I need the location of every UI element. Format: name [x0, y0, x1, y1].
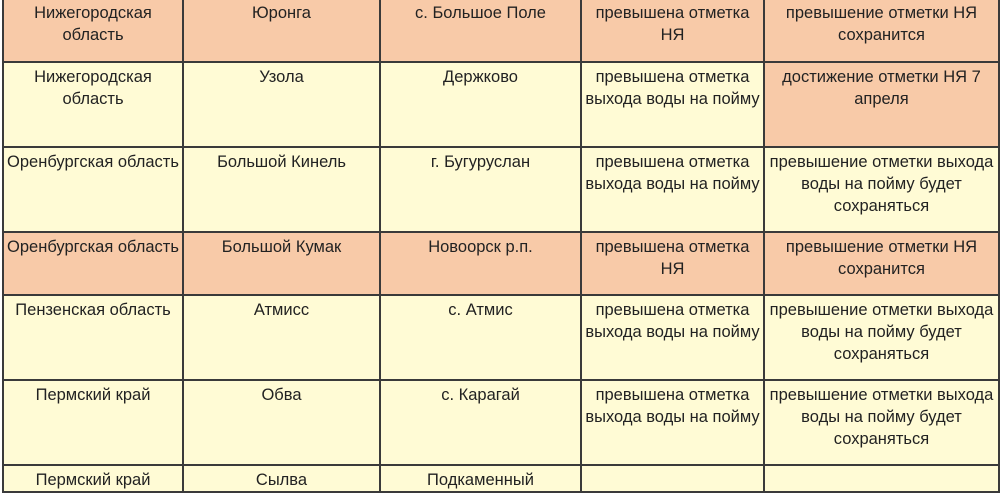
table-row: [3, 380, 999, 465]
current-status-cell: превышена отметка НЯ: [581, 0, 764, 62]
river-cell: Обва: [183, 380, 380, 465]
flood-status-table: [2, 0, 1000, 493]
table-row: [3, 147, 999, 232]
current-status-cell: [581, 465, 764, 492]
forecast-cell: [764, 465, 999, 492]
river-cell: Большой Кумак: [183, 232, 380, 295]
region-cell: Пермский край: [3, 465, 183, 492]
forecast-cell: превышение отметки НЯ сохранится: [764, 0, 999, 62]
river-cell: Сылва: [183, 465, 380, 492]
river-cell: Юронга: [183, 0, 380, 62]
current-status-cell: превышена отметка выхода воды на пойму: [581, 62, 764, 147]
region-cell: Оренбургская область: [3, 232, 183, 295]
station-cell: Держково: [380, 62, 581, 147]
region-cell: Оренбургская область: [3, 147, 183, 232]
table-row: [3, 0, 999, 62]
river-cell: Атмисс: [183, 295, 380, 380]
region-cell: Нижегородская область: [3, 62, 183, 147]
region-cell: Пензенская область: [3, 295, 183, 380]
table-row: [3, 62, 999, 147]
forecast-cell: достижение отметки НЯ 7 апреля: [764, 62, 999, 147]
table-row: [3, 295, 999, 380]
current-status-cell: превышена отметка выхода воды на пойму: [581, 380, 764, 465]
river-cell: Узола: [183, 62, 380, 147]
region-cell: Пермский край: [3, 380, 183, 465]
current-status-cell: превышена отметка выхода воды на пойму: [581, 147, 764, 232]
river-cell: Большой Кинель: [183, 147, 380, 232]
forecast-cell: превышение отметки НЯ сохранится: [764, 232, 999, 295]
table-row-partial: [3, 465, 999, 492]
station-cell: с. Карагай: [380, 380, 581, 465]
station-cell: с. Большое Поле: [380, 0, 581, 62]
station-cell: с. Атмис: [380, 295, 581, 380]
forecast-cell: превышение отметки выхода воды на пойму будет сохраняться: [764, 147, 999, 232]
region-cell: Нижегородская область: [3, 0, 183, 62]
forecast-cell: превышение отметки выхода воды на пойму будет сохраняться: [764, 380, 999, 465]
table-row: [3, 232, 999, 295]
station-cell: Подкаменный: [380, 465, 581, 492]
station-cell: г. Бугуруслан: [380, 147, 581, 232]
current-status-cell: превышена отметка выхода воды на пойму: [581, 295, 764, 380]
station-cell: Новоорск р.п.: [380, 232, 581, 295]
forecast-cell: превышение отметки выхода воды на пойму будет сохраняться: [764, 295, 999, 380]
current-status-cell: превышена отметка НЯ: [581, 232, 764, 295]
